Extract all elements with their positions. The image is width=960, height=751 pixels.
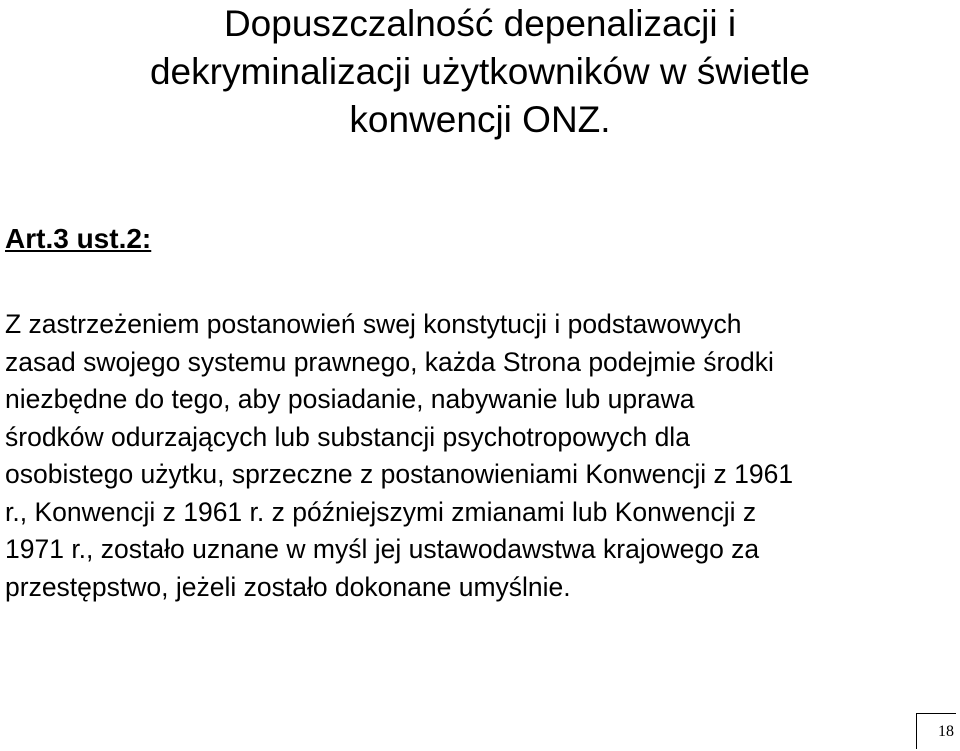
page-number: 18 bbox=[916, 713, 956, 749]
article-text bbox=[5, 306, 955, 606]
article-reference: Art.3 ust.2: bbox=[5, 223, 152, 254]
article-text-line: Z zastrzeżeniem postanowień swej konstytucji i podstawowych bbox=[5, 309, 742, 339]
slide-title-line: Dopuszczalność depenalizacji i bbox=[223, 3, 737, 44]
article-text-line: niezbędne do tego, aby posiadanie, nabywanie lub uprawa bbox=[5, 384, 695, 414]
slide-title-line: dekryminalizacji użytkowników w świetle bbox=[149, 51, 811, 92]
article-text-line: zasad swojego systemu prawnego, każda Strona podejmie środki bbox=[5, 346, 774, 377]
article-text-line: osobistego użytku, sprzeczne z postanowieniami Konwencji z 1961 bbox=[5, 459, 794, 489]
article-text-line: przestępstwo, jeżeli zostało dokonane umyślnie. bbox=[5, 571, 571, 602]
slide-title-line: konwencji ONZ. bbox=[349, 99, 611, 140]
article-text-line: 1971 r., zostało uznane w myśl jej ustawodawstwa krajowego za bbox=[5, 534, 760, 564]
slide-title bbox=[0, 0, 960, 144]
article-text-line: środków odurzających lub substancji psychotropowych dla bbox=[5, 421, 690, 452]
article-text-line: r., Konwencji z 1961 r. z późniejszymi zmianami lub Konwencji z bbox=[5, 496, 757, 527]
